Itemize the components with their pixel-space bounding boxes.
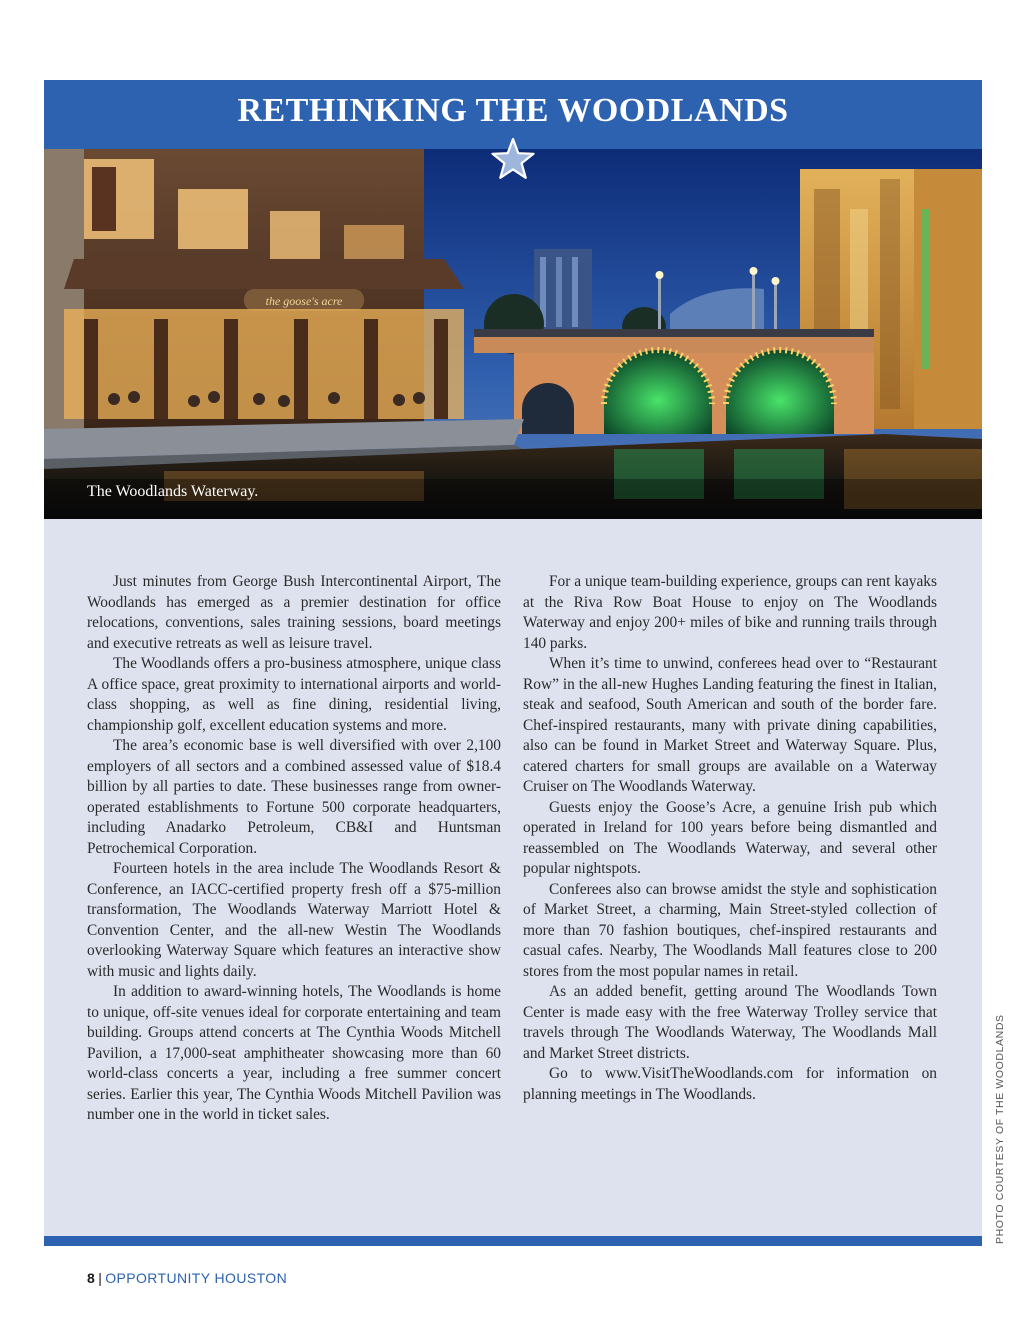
paragraph: For a unique team-building experience, groups can rent kayaks at the Riva Row Boat House to enjoy on The Woodlands Waterway and enjoy 200+ miles of bike and running trails through 140 parks. bbox=[523, 573, 937, 652]
star-icon bbox=[491, 137, 535, 181]
paragraph: As an added benefit, getting around The Woodlands Town Center is made easy with the free Waterway Trolley service that travels through The Woodlands Waterway, The Woodlands Mall and Market Street districts. bbox=[523, 983, 937, 1062]
paragraph: Guests enjoy the Goose’s Acre, a genuine Irish pub which operated in Ireland for 100 years before being dismantled and reassembled on The Woodlands Waterway, and several other popular nightspots. bbox=[523, 798, 937, 877]
paragraph: Fourteen hotels in the area include The Woodlands Resort & Conference, an IACC-certified property fresh off a $75-million transformation, The Woodlands Waterway Marriott Hotel & Convention Center, and the all-new Westin The Woodlands overlooking Waterway Square which features an interactive show with music and lights daily. bbox=[87, 860, 501, 980]
page-title: RETHINKING THE WOODLANDS bbox=[237, 92, 789, 129]
photo-credit: PHOTO COURTESY OF THE WOODLANDS bbox=[994, 1014, 1006, 1244]
article-column-right bbox=[523, 572, 937, 1105]
waterway-photo bbox=[44, 149, 982, 519]
bottom-rule bbox=[44, 1236, 982, 1246]
footer-separator: | bbox=[98, 1270, 103, 1286]
article-column-left bbox=[87, 572, 501, 1126]
paragraph: Just minutes from George Bush Intercontinental Airport, The Woodlands has emerged as a premier destination for office relocations, conventions, sales training sessions, board meetings and executive retreats as well as leisure travel. bbox=[87, 573, 501, 652]
paragraph: The area’s economic base is well diversified with over 2,100 employers of all sectors and a combined assessed value of $18.4 billion by all parties to date. These businesses range from owner-operated establishments to Fortune 500 corporate headquarters, including Anadarko Petroleum, CB&I and Huntsman Petrochemical Corporation. bbox=[87, 737, 501, 857]
paragraph: When it’s time to unwind, conferees head over to “Restaurant Row” in the all-new Hughes Landing featuring the finest in Italian, steak and seafood, South American and south of the border fare. Chef-inspired restaurants, many with private dining capabilities, also can be found in Market Street and Waterway Square. Plus, catered charters for small groups are available on a Waterway Cruiser on The Woodlands Waterway. bbox=[523, 655, 937, 795]
paragraph: Go to www.VisitTheWoodlands.com for information on planning meetings in The Woodlands. bbox=[523, 1065, 937, 1103]
page-footer bbox=[87, 1270, 287, 1286]
waterway-illustration bbox=[44, 149, 982, 519]
photo-caption: The Woodlands Waterway. bbox=[87, 483, 259, 500]
paragraph: Conferees also can browse amidst the style and sophistication of Market Street, a charming, Main Street-styled collection of more than 70 fashion boutiques, chef-inspired restaurants and casual cafes. Nearby, The Woodlands Mall features close to 200 stores from the most popular names in retail. bbox=[523, 880, 937, 980]
paragraph: In addition to award-winning hotels, The Woodlands is home to unique, off-site venues ideal for corporate entertaining and team building. Groups attend concerts at The Cynthia Woods Mitchell Pavilion, a 17,000-seat amphitheater showcasing more than 60 world-class concerts a year, including a free summer concert series. Earlier this year, The Cynthia Woods Mitchell Pavilion was number one in the world in ticket sales. bbox=[87, 983, 501, 1123]
publication-name: OPPORTUNITY HOUSTON bbox=[105, 1270, 288, 1286]
pub-sign: the goose's acre bbox=[265, 294, 343, 308]
paragraph: The Woodlands offers a pro-business atmosphere, unique class A office space, great proximity to international airports and world-class shopping, as well as fine dining, residential living, championship golf, excellent education systems and more. bbox=[87, 655, 501, 734]
page-number: 8 bbox=[87, 1270, 96, 1286]
